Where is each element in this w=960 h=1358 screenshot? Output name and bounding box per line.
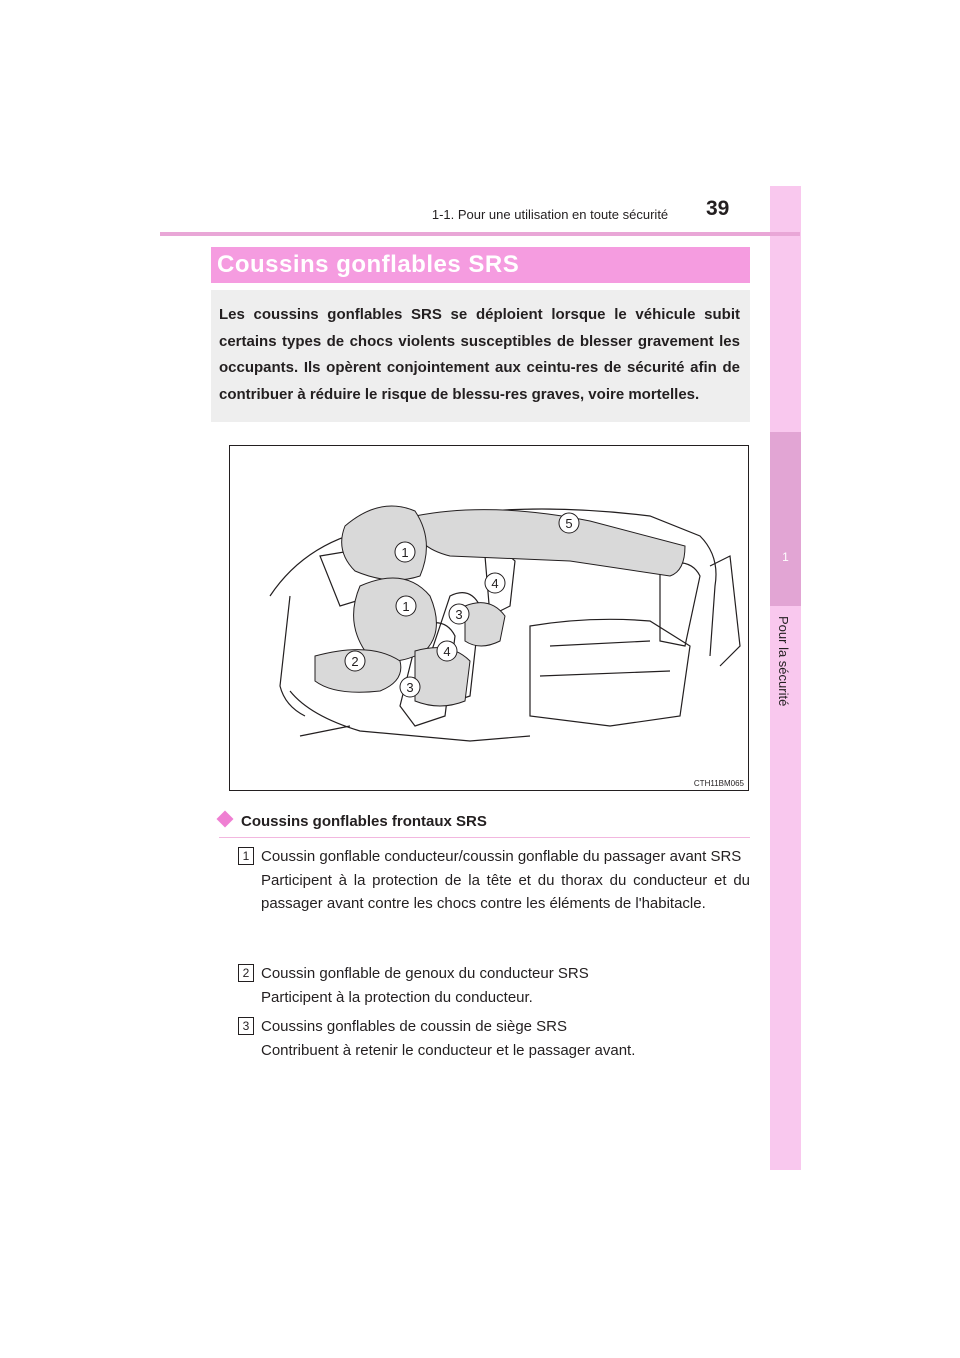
title-band	[211, 247, 750, 283]
diamond-icon	[217, 811, 234, 828]
chapter-side-tab	[770, 186, 801, 1170]
item-number-badge: 1	[238, 847, 254, 865]
subsection-title: Coussins gonflables frontaux SRS	[241, 813, 487, 830]
figure-code: CTH11BM065	[693, 779, 744, 788]
list-item	[238, 962, 750, 1009]
figure-callout-4-lower	[437, 641, 457, 661]
item-title: Coussin gonflable de genoux du conducteur SRS	[261, 965, 589, 982]
figure-callout-4-upper	[485, 573, 505, 593]
figure-callout-1-lower	[396, 596, 416, 616]
callout-2: 2	[351, 654, 359, 669]
figure-callout-5	[559, 513, 579, 533]
figure-callout-3-lower	[400, 677, 420, 697]
item-title: Coussins gonflables de coussin de siège SRS	[261, 1018, 568, 1035]
callout-5: 5	[565, 516, 573, 531]
car-interior-illustration	[230, 446, 748, 790]
chapter-title: Pour la sécurité	[776, 616, 791, 707]
page-title: Coussins gonflables SRS	[217, 251, 520, 278]
chapter-number: 1	[782, 550, 789, 564]
item-description: Participent à la protection de la tête et du thorax du conducteur et du passager avant contre les chocs contre les éléments de l'habitacle.	[261, 871, 750, 912]
chapter-number-box	[770, 432, 801, 606]
callout-3-upper: 3	[455, 607, 463, 622]
item-title: Coussin gonflable conducteur/coussin gonflable du passager avant SRS	[261, 848, 742, 865]
section-header: 1-1. Pour une utilisation en toute sécurité	[431, 207, 669, 222]
header-rule	[160, 232, 800, 236]
page-number: 39	[706, 197, 730, 220]
item-number-badge: 2	[238, 964, 254, 982]
figure-callout-1-upper	[395, 542, 415, 562]
airbag-figure	[229, 445, 749, 791]
figure-callout-2	[345, 651, 365, 671]
subsection-heading	[219, 813, 750, 838]
intro-box	[211, 290, 750, 422]
intro-text: Les coussins gonflables SRS se déploient lorsque le véhicule subit certains types de chocs violents susceptibles de blesser gravement les occupants. Ils opèrent conjointement aux ceintu-res de sécurité afin de contribuer à réduire le risque de blessu-res graves, voire mortelles.	[219, 306, 740, 403]
callout-1-lower: 1	[402, 599, 410, 614]
callout-4-lower: 4	[443, 644, 451, 659]
item-description: Contribuent à retenir le conducteur et le passager avant.	[261, 1041, 636, 1059]
callout-3-lower: 3	[406, 680, 414, 695]
list-item	[238, 845, 750, 916]
item-description: Participent à la protection du conducteur.	[261, 988, 533, 1006]
figure-callout-3-upper	[449, 604, 469, 624]
callout-1-upper: 1	[401, 545, 409, 560]
callout-4-upper: 4	[491, 576, 499, 591]
item-number-badge: 3	[238, 1017, 254, 1035]
list-item	[238, 1015, 750, 1062]
